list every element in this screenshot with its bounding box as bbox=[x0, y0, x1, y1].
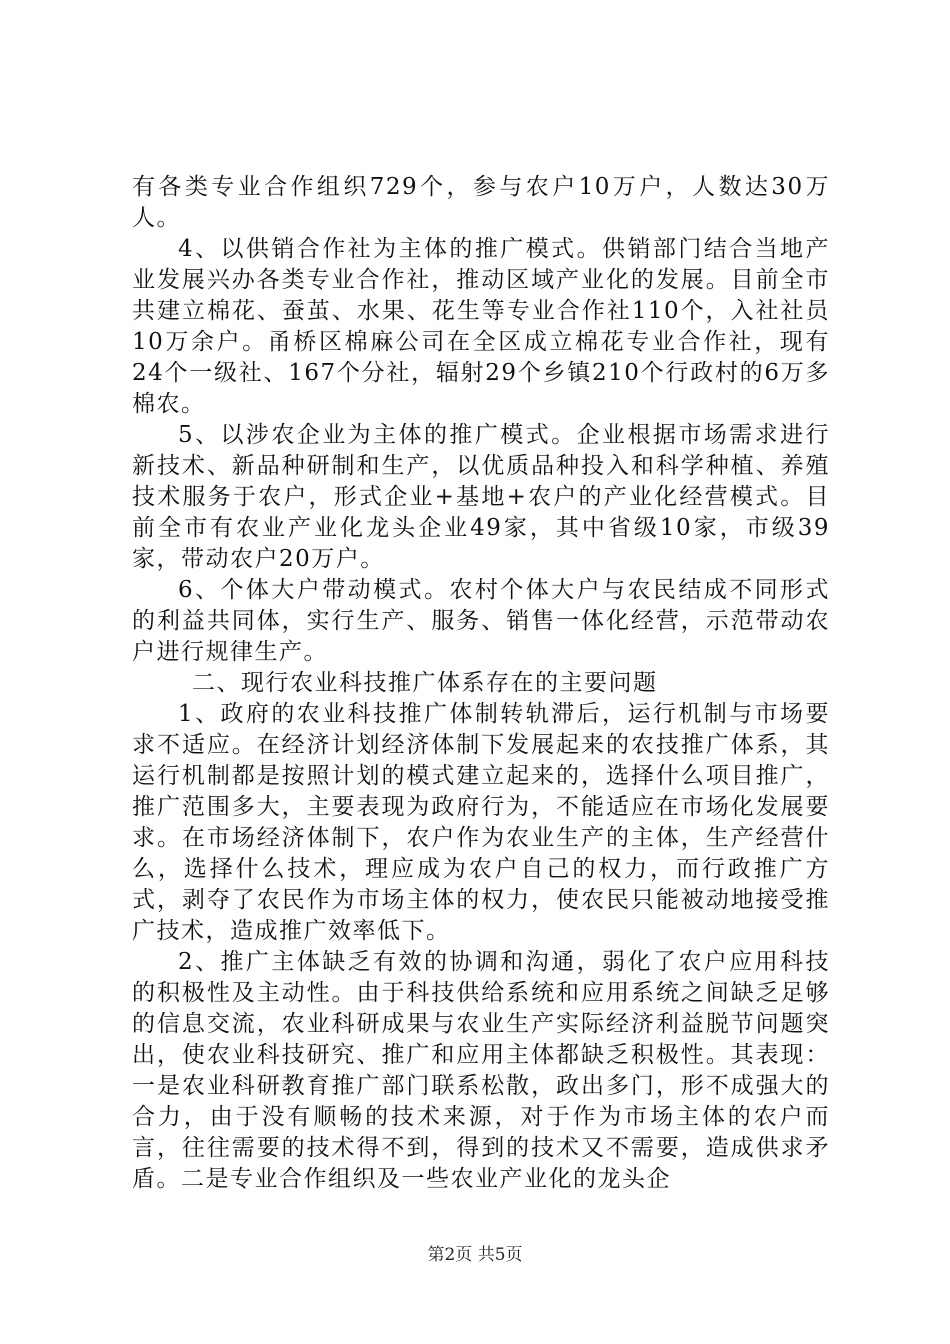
paragraph-item-6: 6、个体大户带动模式。农村个体大户与农民结成不同形式的利益共同体，实行生产、服务、销售一体化经营，示范带动农户进行规律生产。 bbox=[132, 577, 830, 665]
paragraph-problem-1: 1、政府的农业科技推广体制转轨滞后，运行机制与市场要求不适应。在经济计划经济体制下发展起来的农技推广体系，其运行机制都是按照计划的模式建立起来的，选择什么项目推广，推广范围多大，主要表现为政府行为，不能适应在市场化发展要求。在市场经济体制下，农户作为农业生产的主体，生产经营什么，选择什么技术，理应成为农户自己的权力，而行政推广方式，剥夺了农民作为市场主体的权力，使农民只能被动地接受推广技术，造成推广效率低下。 bbox=[132, 701, 830, 944]
paragraph-item-4: 4、以供销合作社为主体的推广模式。供销部门结合当地产业发展兴办各类专业合作社，推动区域产业化的发展。目前全市共建立棉花、蚕茧、水果、花生等专业合作社110个，入社社员10万余户。甬桥区棉麻公司在全区成立棉花专业合作社，现有24个一级社、167个分社，辐射29个乡镇210个行政村的6万多棉农。 bbox=[132, 236, 830, 417]
document-body bbox=[132, 172, 830, 1195]
paragraph-problem-2: 2、推广主体缺乏有效的协调和沟通，弱化了农户应用科技的积极性及主动性。由于科技供给系统和应用系统之间缺乏足够的信息交流，农业科研成果与农业生产实际经济利益脱节问题突出，使农业科技研究、推广和应用主体都缺乏积极性。其表现：一是农业科研教育推广部门联系松散，政出多门，形不成强大的合力，由于没有顺畅的技术来源，对于作为市场主体的农户而言，往往需要的技术得不到，得到的技术又不需要，造成供求矛盾。二是专业合作组织及一些农业产业化的龙头企 bbox=[132, 949, 830, 1192]
paragraph-continuation: 有各类专业合作组织729个，参与农户10万户，人数达30万人。 bbox=[132, 174, 830, 231]
page-number-footer: 第2页 共5页 bbox=[427, 1245, 523, 1265]
section-heading: 二、现行农业科技推广体系存在的主要问题 bbox=[192, 670, 658, 696]
paragraph-item-5: 5、以涉农企业为主体的推广模式。企业根据市场需求进行新技术、新品种研制和生产，以优质品种投入和科学种植、养殖技术服务于农户，形式企业+基地+农户的产业化经营模式。目前全市有农业产业化龙头企业49家，其中省级10家，市级39家，带动农户20万户。 bbox=[132, 422, 830, 572]
